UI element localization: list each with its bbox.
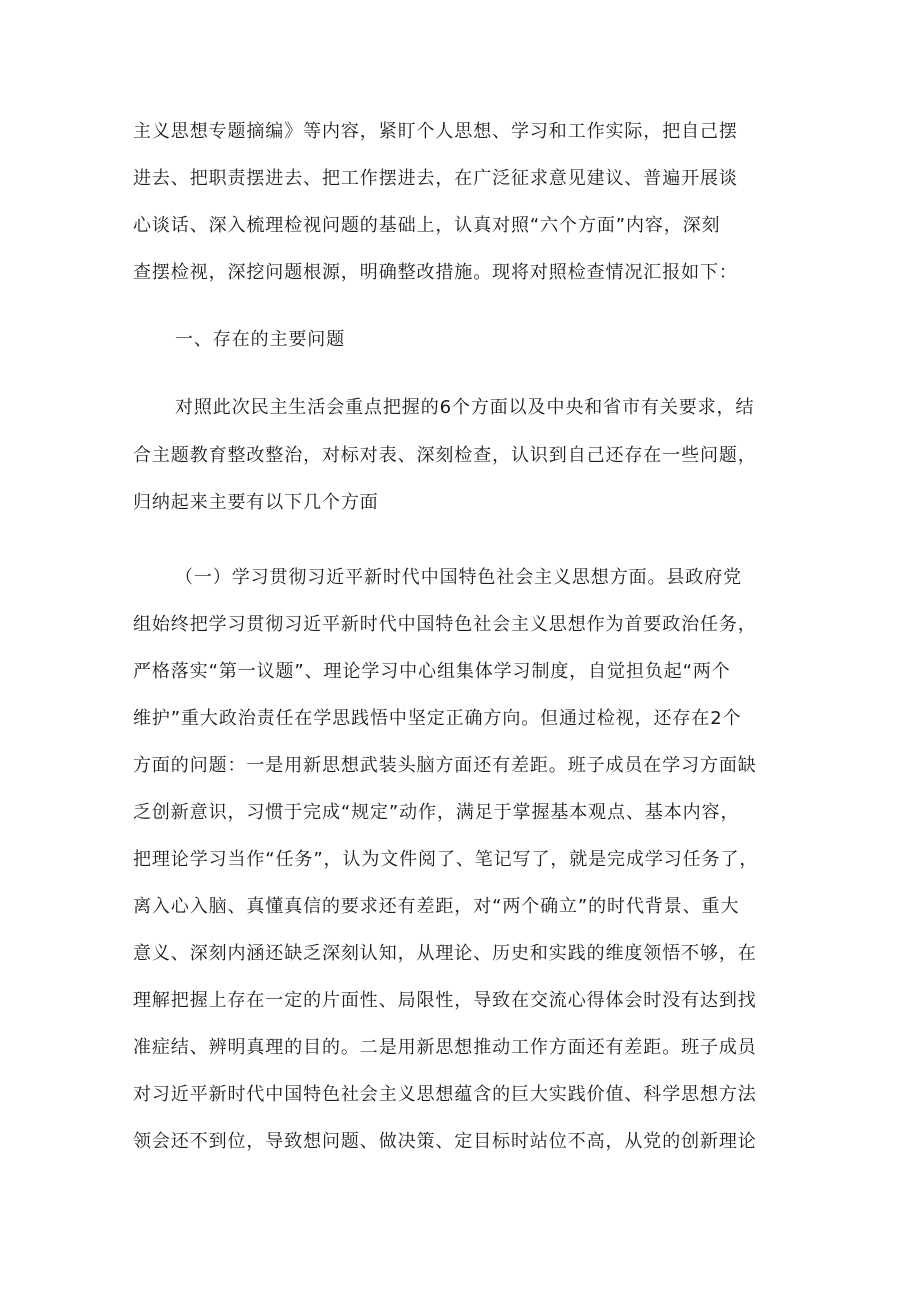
- para2-line-8: 离入心入脑、真懂真信的要求还有差距，对“两个确立”的时代背景、重大: [133, 896, 740, 917]
- para2-line-11: 准症结、辨明真理的目的。二是用新思想推动工作方面还有差距。班子成员: [133, 1037, 757, 1058]
- para2-line-12: 对习近平新时代中国特色社会主义思想蕴含的巨大实践价值、科学思想方法: [133, 1084, 757, 1105]
- para1-line-1: 对照此次民主生活会重点把握的6个方面以及中央和省市有关要求，结: [175, 397, 755, 418]
- para1-line-3: 归纳起来主要有以下几个方面: [133, 492, 379, 513]
- para2-line-9: 意义、深刻内涵还缺乏深刻认知，从理论、历史和实践的维度领悟不够，在: [133, 943, 757, 964]
- para2-line-13: 领会还不到位，导致想问题、做决策、定目标时站位不高，从党的创新理论: [133, 1131, 757, 1152]
- intro-line-2: 进去、把职责摆进去、把工作摆进去，在广泛征求意见建议、普遍开展谈: [133, 168, 738, 189]
- para2-line-3: 严格落实“第一议题”、理论学习中心组集体学习制度，自觉担负起“两个: [133, 661, 731, 682]
- para1-line-2: 合主题教育整改整治，对标对表、深刻检查，认识到自己还存在一些问题，: [133, 445, 757, 466]
- intro-line-4: 查摆检视，深挖问题根源，明确整改措施。现将对照检查情况汇报如下：: [133, 262, 738, 283]
- intro-line-3: 心谈话、深入梳理检视问题的基础上，认真对照“六个方面”内容，深刻: [133, 215, 721, 236]
- para2-line-1: （一）学习贯彻习近平新时代中国特色社会主义思想方面。县政府党: [175, 567, 742, 588]
- section-heading: 一、存在的主要问题: [175, 329, 346, 350]
- para2-line-7: 把理论学习当作“任务”，认为文件阅了、笔记写了，就是完成学习任务了，: [133, 849, 759, 870]
- intro-line-1: 主义思想专题摘编》等内容，紧盯个人思想、学习和工作实际，把自己摆: [133, 121, 738, 142]
- para2-line-5: 方面的问题：一是用新思想武装头脑方面还有差距。班子成员在学习方面缺: [133, 755, 757, 776]
- para2-line-10: 理解把握上存在一定的片面性、局限性，导致在交流心得体会时没有达到找: [133, 990, 757, 1011]
- para2-line-6: 乏创新意识，习惯于完成“规定”动作，满足于掌握基本观点、基本内容，: [133, 802, 740, 823]
- para2-line-4: 维护”重大政治责任在学思践悟中坚定正确方向。但通过检视，还存在2个: [133, 708, 742, 729]
- para2-line-2: 组始终把学习贯彻习近平新时代中国特色社会主义思想作为首要政治任务，: [133, 614, 757, 635]
